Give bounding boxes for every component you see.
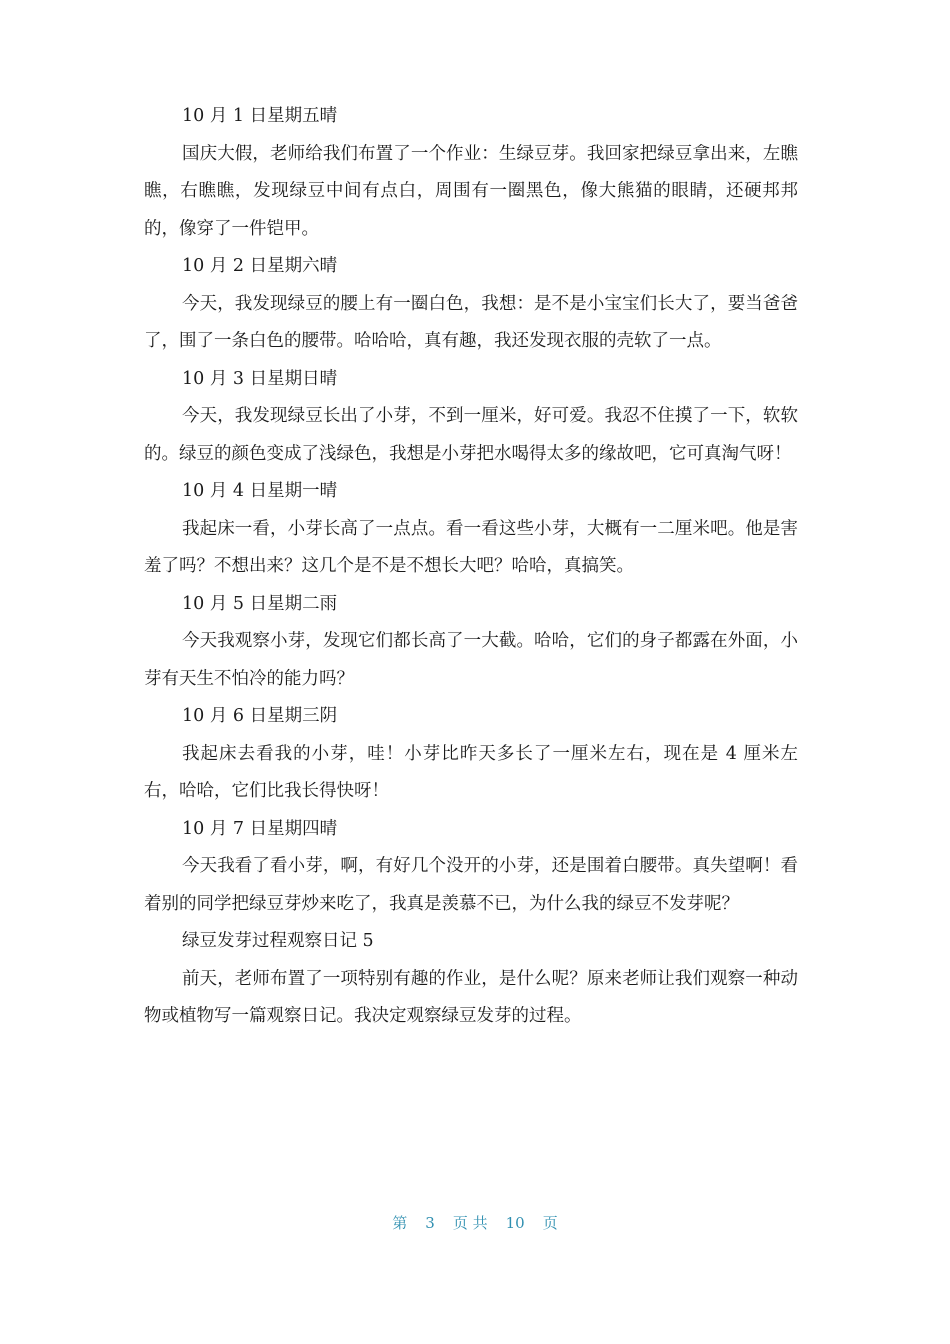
entry-paragraph: 前天，老师布置了一项特别有趣的作业，是什么呢？原来老师让我们观察一种动物或植物写一篇观察日记。我决定观察绿豆发芽的过程。 <box>144 968 798 1026</box>
footer-label-page: 第 <box>392 1214 408 1232</box>
footer-label-pages: 页 <box>542 1214 558 1232</box>
entry-paragraph: 今天我观察小芽，发现它们都长高了一大截。哈哈，它们的身子都露在外面，小芽有天生不怕冷的能力吗？ <box>144 631 798 689</box>
entry-paragraph: 今天，我发现绿豆的腰上有一圈白色，我想：是不是小宝宝们长大了，要当爸爸了，围了一条白色的腰带。哈哈哈，真有趣，我还发现衣服的壳软了一点。 <box>144 293 798 351</box>
section-title: 绿豆发芽过程观察日记 5 <box>182 931 374 951</box>
entry-paragraph: 我起床一看，小芽长高了一点点。看一看这些小芽，大概有一二厘米吧。他是害羞了吗？不想出来？这几个是不是不想长大吧？哈哈，真搞笑。 <box>144 518 798 576</box>
entry-paragraph: 国庆大假，老师给我们布置了一个作业：生绿豆芽。我回家把绿豆拿出来，左瞧瞧，右瞧瞧，发现绿豆中间有点白，周围有一圈黑色，像大熊猫的眼睛，还硬邦邦的，像穿了一件铠甲。 <box>144 143 798 239</box>
entry-heading: 10 月 1 日星期五晴 <box>182 106 338 126</box>
document-body <box>144 98 798 1036</box>
entry-paragraph: 今天，我发现绿豆长出了小芽，不到一厘米，好可爱。我忍不住摸了一下，软软的。绿豆的颜色变成了浅绿色，我想是小芽把水喝得太多的缘故吧，它可真淘气呀！ <box>144 406 798 464</box>
entry-heading: 10 月 4 日星期一晴 <box>182 481 338 501</box>
entry-heading: 10 月 3 日星期日晴 <box>182 368 338 389</box>
footer-current-page: 3 <box>425 1214 435 1232</box>
entry-heading: 10 月 6 日星期三阴 <box>182 706 338 726</box>
page-footer <box>0 1212 950 1233</box>
entry-paragraph: 我起床去看我的小芽，哇！小芽比昨天多长了一厘米左右，现在是 4 厘米左右，哈哈，它们比我长得快呀！ <box>144 743 798 801</box>
footer-label-of: 页 共 <box>452 1214 488 1232</box>
entry-heading: 10 月 2 日星期六晴 <box>182 256 338 276</box>
entry-paragraph: 今天我看了看小芽，啊，有好几个没开的小芽，还是围着白腰带。真失望啊！看着别的同学把绿豆芽炒来吃了，我真是羡慕不已，为什么我的绿豆不发芽呢？ <box>144 856 798 914</box>
footer-total-pages: 10 <box>505 1214 525 1232</box>
entry-heading: 10 月 5 日星期二雨 <box>182 593 338 614</box>
entry-heading: 10 月 7 日星期四晴 <box>182 818 338 839</box>
